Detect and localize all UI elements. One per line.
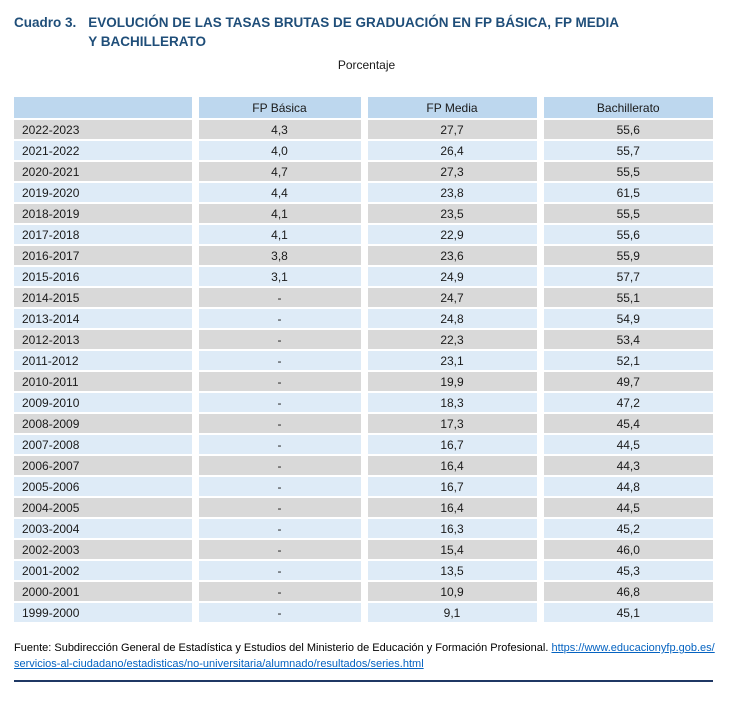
source-footnote (14, 641, 716, 673)
table-row (14, 329, 713, 350)
value-cell: 26,4 (364, 140, 540, 161)
year-cell: 2009-2010 (14, 392, 195, 413)
bottom-rule (14, 680, 713, 682)
year-cell: 2006-2007 (14, 455, 195, 476)
source-link[interactable]: https://www.educacionyfp.gob.es/servicios-al-ciudadano/estadisticas/no-universitaria/alumnado/resultados/series.html (14, 642, 715, 670)
year-cell: 1999-2000 (14, 602, 195, 623)
table-title (14, 13, 719, 51)
table-number-label: Cuadro 3. (14, 15, 77, 30)
table-row (14, 182, 713, 203)
value-cell: 46,0 (540, 539, 713, 560)
year-cell: 2021-2022 (14, 140, 195, 161)
year-cell: 2016-2017 (14, 245, 195, 266)
table-row (14, 581, 713, 602)
value-cell: 16,3 (364, 518, 540, 539)
value-cell: 46,8 (540, 581, 713, 602)
value-cell: - (195, 602, 364, 623)
value-cell: 10,9 (364, 581, 540, 602)
value-cell: - (195, 476, 364, 497)
table-row (14, 308, 713, 329)
value-cell: 23,5 (364, 203, 540, 224)
source-text: Fuente: Subdirección General de Estadística y Estudios del Ministerio de Educación y Formación Profesional. (14, 642, 552, 654)
table-title-text (88, 13, 719, 51)
year-cell: 2015-2016 (14, 266, 195, 287)
year-cell: 2013-2014 (14, 308, 195, 329)
table-row (14, 497, 713, 518)
value-cell: - (195, 392, 364, 413)
value-cell: 23,6 (364, 245, 540, 266)
value-cell: - (195, 308, 364, 329)
value-cell: 22,9 (364, 224, 540, 245)
value-cell: 23,8 (364, 182, 540, 203)
year-cell: 2018-2019 (14, 203, 195, 224)
year-cell: 2000-2001 (14, 581, 195, 602)
column-header: FP Básica (195, 97, 364, 119)
value-cell: - (195, 455, 364, 476)
table-row (14, 602, 713, 623)
value-cell: - (195, 287, 364, 308)
year-cell: 2011-2012 (14, 350, 195, 371)
table-row (14, 161, 713, 182)
year-cell: 2017-2018 (14, 224, 195, 245)
table-row (14, 350, 713, 371)
year-cell: 2022-2023 (14, 119, 195, 140)
year-cell: 2020-2021 (14, 161, 195, 182)
table-row (14, 266, 713, 287)
value-cell: 52,1 (540, 350, 713, 371)
value-cell: - (195, 434, 364, 455)
table-row (14, 371, 713, 392)
value-cell: 45,1 (540, 602, 713, 623)
table-row (14, 224, 713, 245)
table-row (14, 539, 713, 560)
value-cell: 15,4 (364, 539, 540, 560)
value-cell: - (195, 371, 364, 392)
value-cell: 57,7 (540, 266, 713, 287)
value-cell: - (195, 350, 364, 371)
year-cell: 2014-2015 (14, 287, 195, 308)
year-cell: 2003-2004 (14, 518, 195, 539)
value-cell: 4,1 (195, 224, 364, 245)
value-cell: 55,9 (540, 245, 713, 266)
value-cell: 44,5 (540, 434, 713, 455)
table-row (14, 476, 713, 497)
table-row (14, 518, 713, 539)
value-cell: - (195, 413, 364, 434)
value-cell: 55,5 (540, 203, 713, 224)
value-cell: 45,4 (540, 413, 713, 434)
column-header: Bachillerato (540, 97, 713, 119)
value-cell: - (195, 560, 364, 581)
table-row (14, 560, 713, 581)
table-row (14, 245, 713, 266)
table-body (14, 119, 713, 623)
year-cell: 2005-2006 (14, 476, 195, 497)
value-cell: 19,9 (364, 371, 540, 392)
year-cell: 2010-2011 (14, 371, 195, 392)
year-cell: 2001-2002 (14, 560, 195, 581)
value-cell: 16,4 (364, 497, 540, 518)
value-cell: 22,3 (364, 329, 540, 350)
table-row (14, 434, 713, 455)
year-cell: 2007-2008 (14, 434, 195, 455)
value-cell: 27,7 (364, 119, 540, 140)
value-cell: 16,4 (364, 455, 540, 476)
value-cell: 4,7 (195, 161, 364, 182)
value-cell: - (195, 329, 364, 350)
value-cell: 9,1 (364, 602, 540, 623)
value-cell: 23,1 (364, 350, 540, 371)
value-cell: 13,5 (364, 560, 540, 581)
table-row (14, 392, 713, 413)
value-cell: 4,3 (195, 119, 364, 140)
value-cell: 44,8 (540, 476, 713, 497)
value-cell: 24,8 (364, 308, 540, 329)
value-cell: 4,0 (195, 140, 364, 161)
value-cell: 16,7 (364, 434, 540, 455)
value-cell: - (195, 539, 364, 560)
year-cell: 2004-2005 (14, 497, 195, 518)
value-cell: 3,8 (195, 245, 364, 266)
value-cell: 18,3 (364, 392, 540, 413)
graduation-rates-table (14, 97, 713, 624)
value-cell: 61,5 (540, 182, 713, 203)
value-cell: 55,6 (540, 119, 713, 140)
year-cell: 2012-2013 (14, 329, 195, 350)
value-cell: 47,2 (540, 392, 713, 413)
value-cell: 55,7 (540, 140, 713, 161)
year-cell: 2008-2009 (14, 413, 195, 434)
value-cell: - (195, 581, 364, 602)
value-cell: 49,7 (540, 371, 713, 392)
value-cell: 3,1 (195, 266, 364, 287)
value-cell: 24,7 (364, 287, 540, 308)
year-cell: 2002-2003 (14, 539, 195, 560)
value-cell: 16,7 (364, 476, 540, 497)
value-cell: 55,1 (540, 287, 713, 308)
table-header-row (14, 97, 713, 119)
value-cell: 44,3 (540, 455, 713, 476)
units-subtitle: Porcentaje (337, 58, 396, 72)
column-header: FP Media (364, 97, 540, 119)
table-row (14, 140, 713, 161)
year-cell: 2019-2020 (14, 182, 195, 203)
value-cell: - (195, 518, 364, 539)
column-header-empty (14, 97, 195, 119)
table-row (14, 287, 713, 308)
value-cell: 17,3 (364, 413, 540, 434)
value-cell: 55,5 (540, 161, 713, 182)
value-cell: 55,6 (540, 224, 713, 245)
value-cell: 44,5 (540, 497, 713, 518)
value-cell: 54,9 (540, 308, 713, 329)
table-title-line1: EVOLUCIÓN DE LAS TASAS BRUTAS DE GRADUACIÓN EN FP BÁSICA, FP MEDIA (88, 15, 620, 30)
value-cell: 4,4 (195, 182, 364, 203)
value-cell: 24,9 (364, 266, 540, 287)
table-row (14, 119, 713, 140)
table-row (14, 413, 713, 434)
value-cell: 45,3 (540, 560, 713, 581)
table-row (14, 203, 713, 224)
value-cell: 4,1 (195, 203, 364, 224)
value-cell: 45,2 (540, 518, 713, 539)
table-row (14, 455, 713, 476)
value-cell: - (195, 497, 364, 518)
value-cell: 53,4 (540, 329, 713, 350)
table-title-line2: Y BACHILLERATO (88, 34, 207, 49)
value-cell: 27,3 (364, 161, 540, 182)
